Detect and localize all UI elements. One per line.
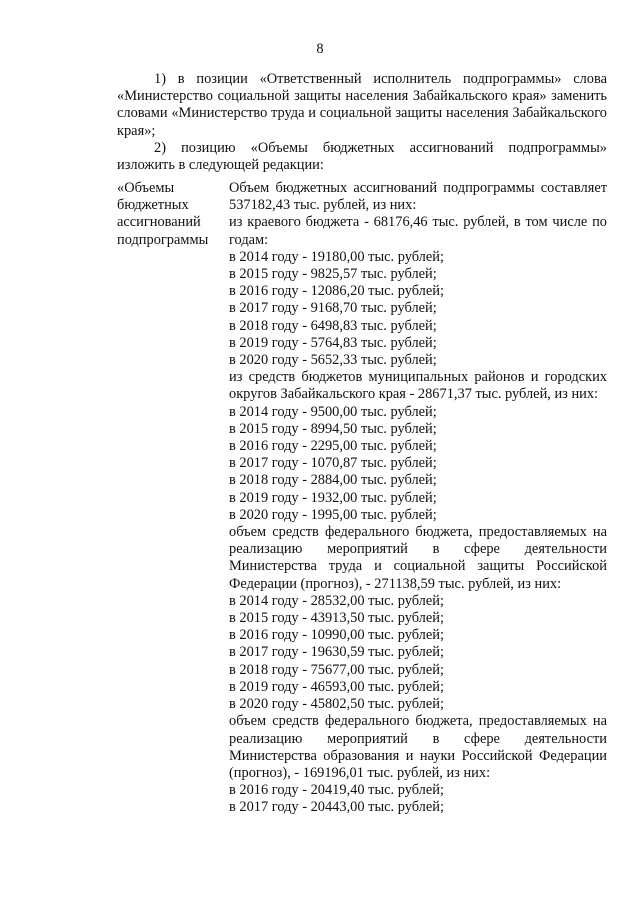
federal-education-year-item: в 2016 году - 20419,40 тыс. рублей;: [229, 782, 444, 799]
intro-paragraph-2: 2) позицию «Объемы бюджетных ассигнований подпрограммы» изложить в следующей редакции:: [117, 139, 607, 174]
municipal-budget-header: из средств бюджетов муниципальных районов и городских округов Забайкальского края - 28671,37 тыс. рублей, из них:: [229, 369, 607, 403]
municipal-year-item: в 2014 году - 9500,00 тыс. рублей;: [229, 403, 437, 420]
budget-table: [117, 180, 607, 817]
position-title-cell: [117, 180, 225, 817]
federal-labor-year-item: в 2018 году - 75677,00 тыс. рублей;: [229, 661, 444, 678]
municipal-year-item: в 2018 году - 2884,00 тыс. рублей;: [229, 472, 437, 489]
federal-education-year-item: в 2017 году - 20443,00 тыс. рублей;: [229, 799, 444, 816]
federal-labor-year-item: в 2020 году - 45802,50 тыс. рублей;: [229, 696, 444, 713]
federal-labor-header: объем средств федерального бюджета, предоставляемых на реализацию мероприятий в сфере деятельности Министерства труда и социальной защиты Российской Федерации (прогноз), - 271138,59 тыс. рублей, из них:: [229, 524, 607, 592]
federal-labor-year-item: в 2019 году - 46593,00 тыс. рублей;: [229, 678, 444, 695]
regional-year-item: в 2019 году - 5764,83 тыс. рублей;: [229, 334, 437, 351]
regional-year-item: в 2014 году - 19180,00 тыс. рублей;: [229, 248, 444, 265]
regional-year-item: в 2020 году - 5652,33 тыс. рублей;: [229, 352, 437, 369]
position-title-line: «Объемы: [117, 180, 175, 196]
page-number: 8: [316, 41, 324, 57]
regional-year-item: в 2016 году - 12086,20 тыс. рублей;: [229, 283, 444, 300]
intro-section: [117, 71, 607, 174]
budget-details-cell: [229, 180, 607, 817]
total-amount: Объем бюджетных ассигнований подпрограммы составляет 537182,43 тыс. рублей, из них:: [229, 180, 607, 214]
position-title-line: подпрограммы: [117, 231, 209, 248]
municipal-year-item: в 2019 году - 1932,00 тыс. рублей;: [229, 489, 437, 506]
municipal-year-item: в 2020 году - 1995,00 тыс. рублей;: [229, 506, 437, 523]
intro-paragraph-1: 1) в позиции «Ответственный исполнитель подпрограммы» слова «Министерство социальной защиты населения Забайкальского края» заменить словами «Министерство труда и социальной защиты населения Забайкальского края»;: [117, 71, 607, 139]
federal-labor-year-item: в 2015 году - 43913,50 тыс. рублей;: [229, 610, 444, 627]
regional-year-item: в 2018 году - 6498,83 тыс. рублей;: [229, 317, 437, 334]
regional-budget-header: из краевого бюджета - 68176,46 тыс. рублей, в том числе по годам:: [229, 214, 607, 248]
regional-year-item: в 2015 году - 9825,57 тыс. рублей;: [229, 266, 437, 283]
municipal-year-item: в 2017 году - 1070,87 тыс. рублей;: [229, 455, 437, 472]
federal-education-header: объем средств федерального бюджета, предоставляемых на реализацию мероприятий в сфере деятельности Министерства образования и науки Российской Федерации (прогноз), - 169196,01 тыс. рублей, из них:: [229, 713, 607, 781]
regional-year-item: в 2017 году - 9168,70 тыс. рублей;: [229, 300, 437, 317]
municipal-year-item: в 2015 году - 8994,50 тыс. рублей;: [229, 420, 437, 437]
federal-labor-year-item: в 2017 году - 19630,59 тыс. рублей;: [229, 644, 444, 661]
position-title-line: бюджетных: [117, 197, 189, 214]
federal-labor-year-item: в 2016 году - 10990,00 тыс. рублей;: [229, 627, 444, 644]
federal-labor-year-item: в 2014 году - 28532,00 тыс. рублей;: [229, 592, 444, 609]
municipal-year-item: в 2016 году - 2295,00 тыс. рублей;: [229, 438, 437, 455]
position-title-line: ассигнований: [117, 214, 201, 231]
